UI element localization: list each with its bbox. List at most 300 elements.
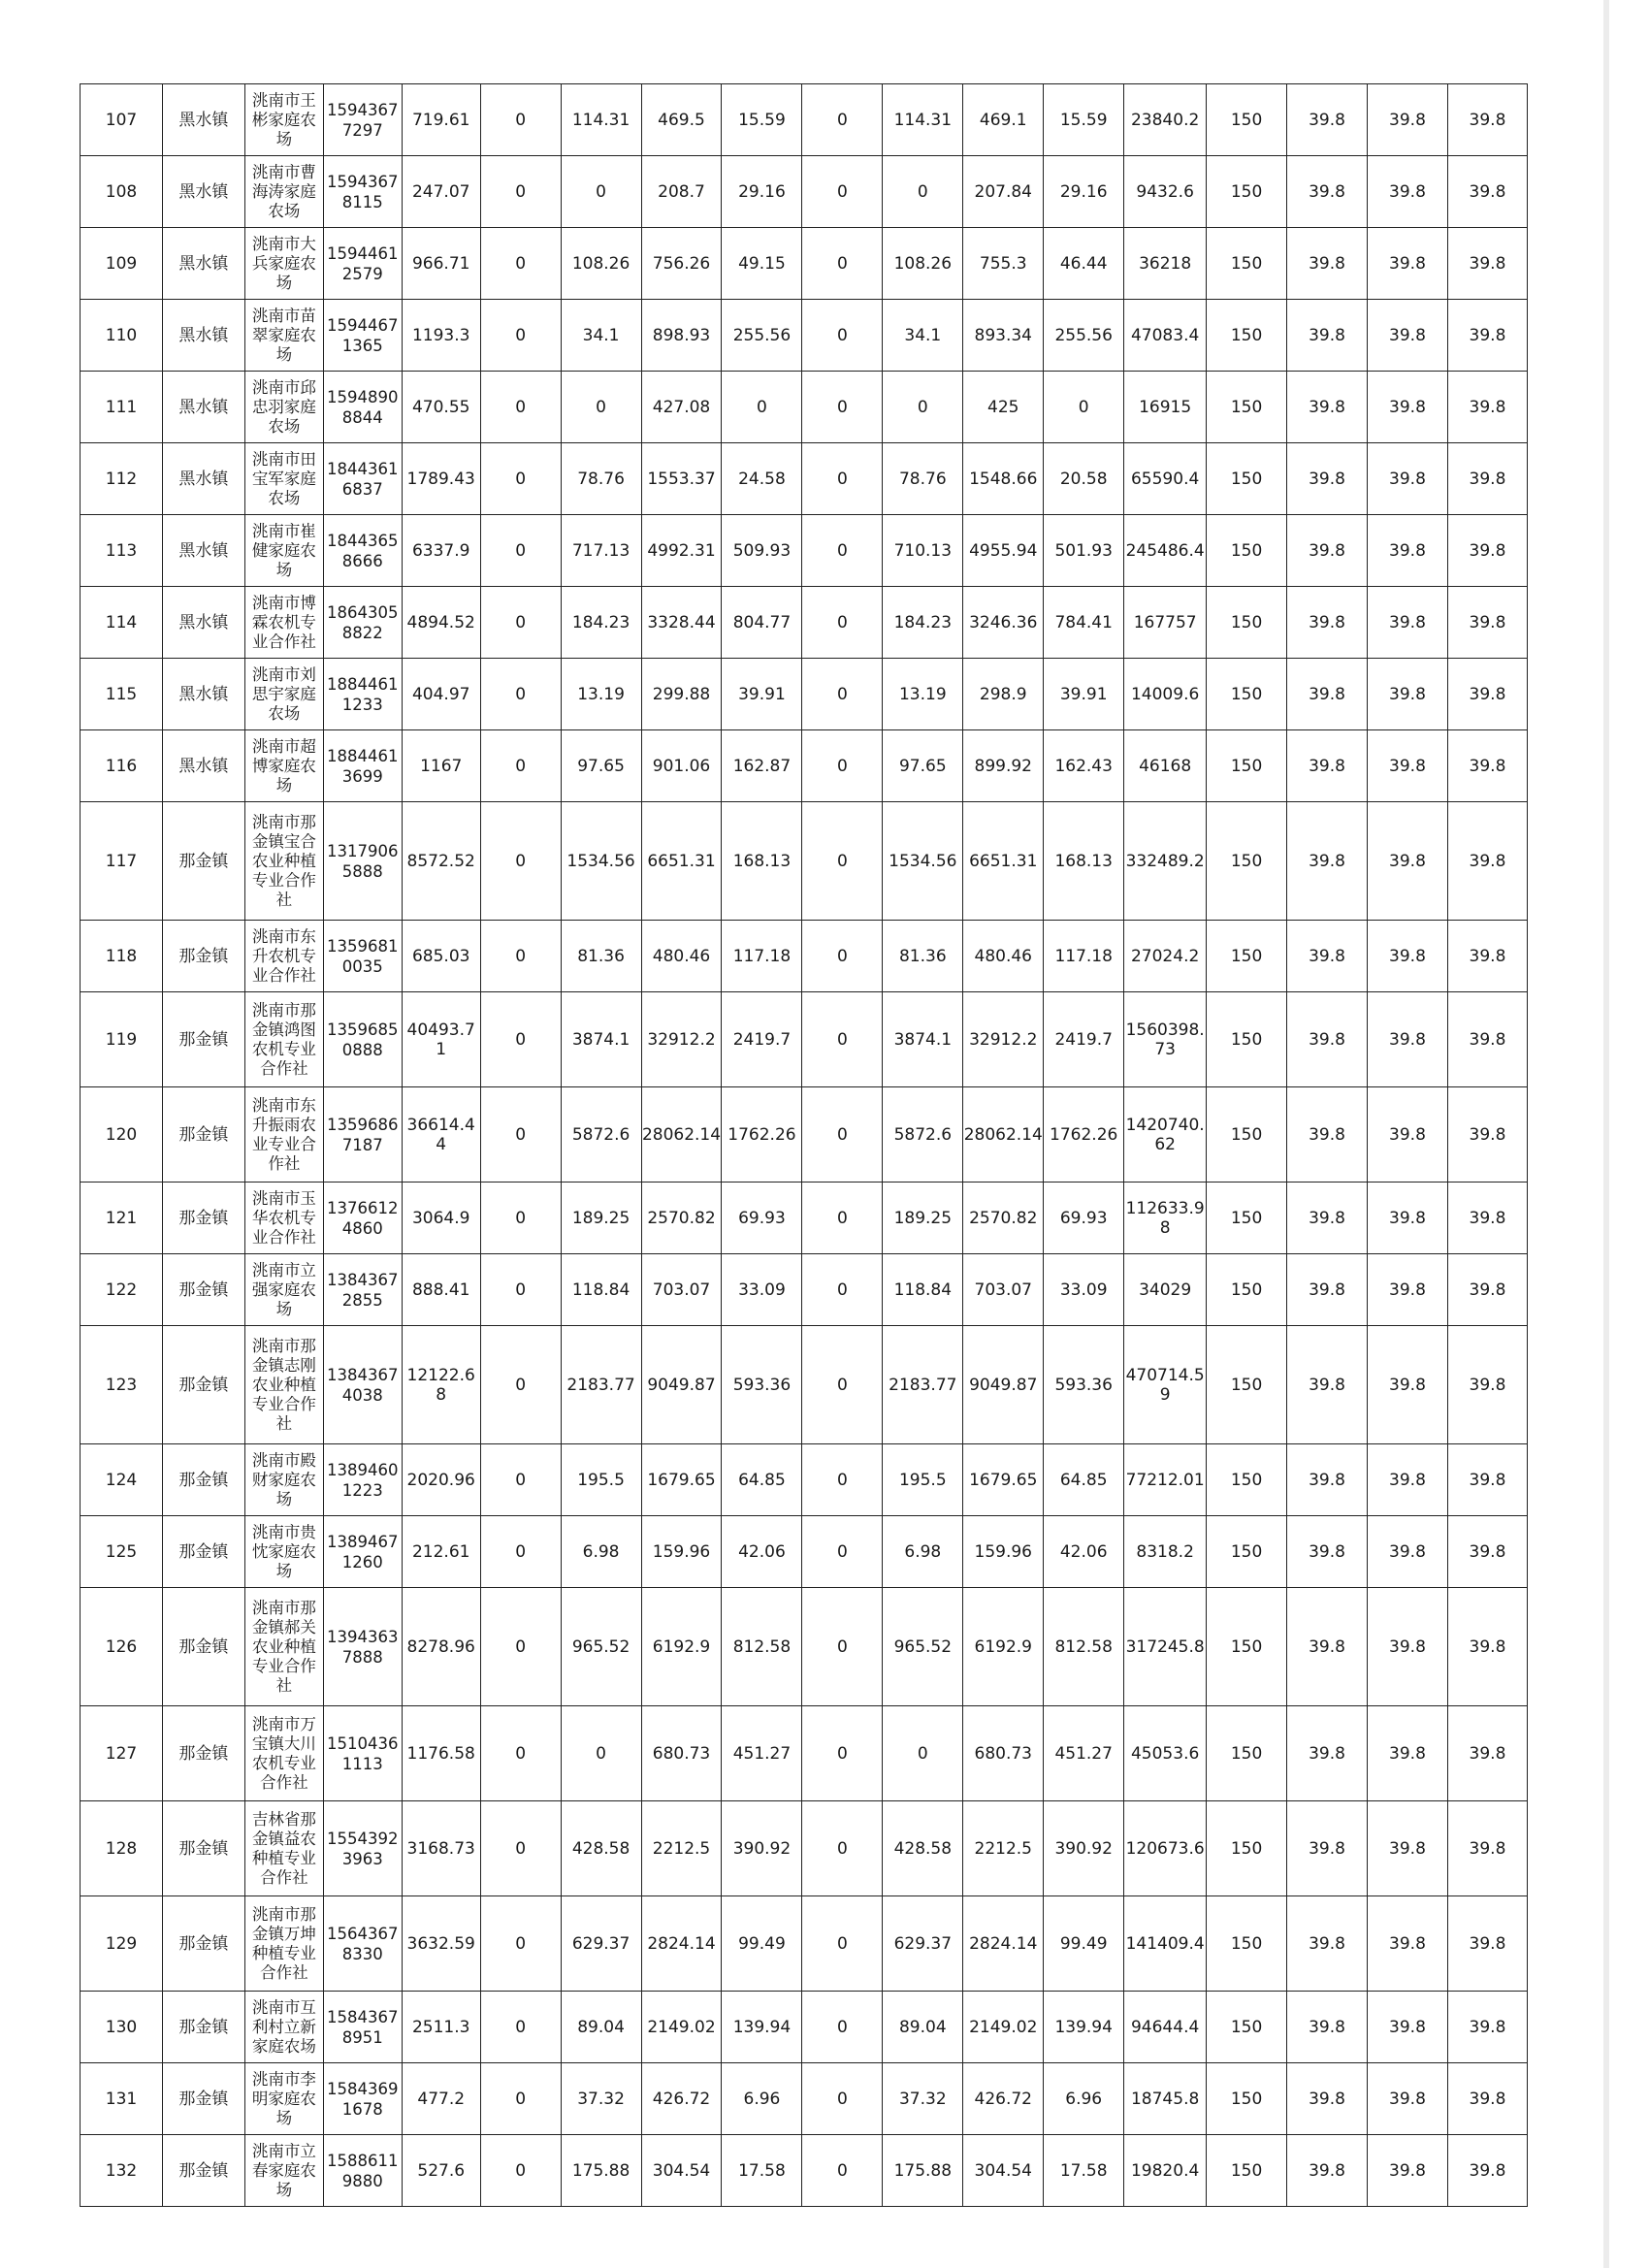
- value-cell-4: 9049.87: [641, 1326, 722, 1444]
- value-cell-13: 39.8: [1368, 515, 1448, 587]
- value-cell-6: 0: [802, 921, 883, 992]
- value-cell-3: 89.04: [561, 1992, 641, 2063]
- value-cell-13: 39.8: [1368, 1992, 1448, 2063]
- value-cell-11: 150: [1207, 372, 1287, 443]
- value-cell-10: 19820.4: [1124, 2135, 1207, 2207]
- organization-name-cell: 洮南市那金镇郝关农业种植专业合作社: [244, 1588, 323, 1706]
- value-cell-8: 426.72: [963, 2063, 1044, 2135]
- value-cell-5: 49.15: [722, 228, 802, 300]
- value-cell-12: 39.8: [1287, 1801, 1368, 1896]
- town-cell: 黑水镇: [162, 228, 244, 300]
- value-cell-5: 17.58: [722, 2135, 802, 2207]
- value-cell-5: 24.58: [722, 443, 802, 515]
- value-cell-1: 888.41: [402, 1254, 480, 1326]
- table-row: [81, 228, 1528, 300]
- value-cell-6: 0: [802, 443, 883, 515]
- value-cell-2: 0: [480, 730, 561, 802]
- table-row: [81, 1183, 1528, 1254]
- value-cell-9: 69.93: [1044, 1183, 1124, 1254]
- organization-name-cell: 洮南市玉华农机专业合作社: [244, 1183, 323, 1254]
- value-cell-10: 45053.6: [1124, 1706, 1207, 1801]
- value-cell-4: 901.06: [641, 730, 722, 802]
- value-cell-8: 207.84: [963, 156, 1044, 228]
- value-cell-6: 0: [802, 2063, 883, 2135]
- value-cell-2: 0: [480, 300, 561, 372]
- value-cell-9: 2419.7: [1044, 992, 1124, 1087]
- table-row: [81, 156, 1528, 228]
- value-cell-5: 42.06: [722, 1516, 802, 1588]
- value-cell-3: 81.36: [561, 921, 641, 992]
- value-cell-11: 150: [1207, 802, 1287, 921]
- value-cell-12: 39.8: [1287, 1326, 1368, 1444]
- value-cell-4: 28062.14: [641, 1087, 722, 1183]
- value-cell-5: 0: [722, 372, 802, 443]
- value-cell-12: 39.8: [1287, 1588, 1368, 1706]
- value-cell-9: 64.85: [1044, 1444, 1124, 1516]
- row-number-cell: 113: [81, 515, 163, 587]
- value-cell-11: 150: [1207, 730, 1287, 802]
- value-cell-7: 5872.6: [883, 1087, 963, 1183]
- value-cell-14: 39.8: [1447, 1254, 1527, 1326]
- value-cell-6: 0: [802, 1706, 883, 1801]
- value-cell-7: 81.36: [883, 921, 963, 992]
- value-cell-4: 4992.31: [641, 515, 722, 587]
- value-cell-14: 39.8: [1447, 1706, 1527, 1801]
- table-row: [81, 587, 1528, 659]
- town-cell: 黑水镇: [162, 300, 244, 372]
- value-cell-11: 150: [1207, 84, 1287, 156]
- value-cell-13: 39.8: [1368, 228, 1448, 300]
- value-cell-11: 150: [1207, 1801, 1287, 1896]
- value-cell-4: 304.54: [641, 2135, 722, 2207]
- value-cell-1: 477.2: [402, 2063, 480, 2135]
- value-cell-11: 150: [1207, 1588, 1287, 1706]
- value-cell-2: 0: [480, 443, 561, 515]
- value-cell-5: 162.87: [722, 730, 802, 802]
- value-cell-5: 139.94: [722, 1992, 802, 2063]
- town-cell: 黑水镇: [162, 587, 244, 659]
- value-cell-2: 0: [480, 84, 561, 156]
- value-cell-4: 299.88: [641, 659, 722, 730]
- value-cell-1: 404.97: [402, 659, 480, 730]
- value-cell-3: 34.1: [561, 300, 641, 372]
- value-cell-4: 6192.9: [641, 1588, 722, 1706]
- organization-name-cell: 洮南市万宝镇大川农机专业合作社: [244, 1706, 323, 1801]
- value-cell-5: 168.13: [722, 802, 802, 921]
- value-cell-7: 428.58: [883, 1801, 963, 1896]
- value-cell-2: 0: [480, 156, 561, 228]
- value-cell-13: 39.8: [1368, 1183, 1448, 1254]
- value-cell-11: 150: [1207, 1326, 1287, 1444]
- organization-name-cell: 洮南市苗翠家庭农场: [244, 300, 323, 372]
- value-cell-5: 117.18: [722, 921, 802, 992]
- value-cell-9: 33.09: [1044, 1254, 1124, 1326]
- value-cell-8: 899.92: [963, 730, 1044, 802]
- value-cell-9: 42.06: [1044, 1516, 1124, 1588]
- value-cell-3: 37.32: [561, 2063, 641, 2135]
- value-cell-4: 2570.82: [641, 1183, 722, 1254]
- value-cell-12: 39.8: [1287, 2063, 1368, 2135]
- phone-number-cell: 13894671260: [323, 1516, 402, 1588]
- value-cell-11: 150: [1207, 1516, 1287, 1588]
- value-cell-5: 2419.7: [722, 992, 802, 1087]
- value-cell-3: 184.23: [561, 587, 641, 659]
- value-cell-8: 32912.2: [963, 992, 1044, 1087]
- value-cell-3: 2183.77: [561, 1326, 641, 1444]
- value-cell-13: 39.8: [1368, 443, 1448, 515]
- organization-name-cell: 洮南市东升振雨农业专业合作社: [244, 1087, 323, 1183]
- value-cell-4: 1679.65: [641, 1444, 722, 1516]
- row-number-cell: 128: [81, 1801, 163, 1896]
- value-cell-5: 99.49: [722, 1896, 802, 1992]
- value-cell-3: 78.76: [561, 443, 641, 515]
- row-number-cell: 115: [81, 659, 163, 730]
- value-cell-9: 168.13: [1044, 802, 1124, 921]
- value-cell-1: 2511.3: [402, 1992, 480, 2063]
- value-cell-12: 39.8: [1287, 992, 1368, 1087]
- town-cell: 那金镇: [162, 1516, 244, 1588]
- value-cell-9: 501.93: [1044, 515, 1124, 587]
- table-row: [81, 515, 1528, 587]
- value-cell-8: 680.73: [963, 1706, 1044, 1801]
- value-cell-1: 12122.68: [402, 1326, 480, 1444]
- value-cell-9: 29.16: [1044, 156, 1124, 228]
- value-cell-9: 20.58: [1044, 443, 1124, 515]
- value-cell-13: 39.8: [1368, 1444, 1448, 1516]
- value-cell-14: 39.8: [1447, 2135, 1527, 2207]
- organization-name-cell: 洮南市大兵家庭农场: [244, 228, 323, 300]
- value-cell-7: 3874.1: [883, 992, 963, 1087]
- table-row: [81, 372, 1528, 443]
- phone-number-cell: 13943637888: [323, 1588, 402, 1706]
- value-cell-14: 39.8: [1447, 802, 1527, 921]
- value-cell-12: 39.8: [1287, 372, 1368, 443]
- table-row: [81, 730, 1528, 802]
- value-cell-10: 120673.6: [1124, 1801, 1207, 1896]
- row-number-cell: 129: [81, 1896, 163, 1992]
- value-cell-7: 97.65: [883, 730, 963, 802]
- row-number-cell: 109: [81, 228, 163, 300]
- organization-name-cell: 洮南市那金镇宝合农业种植专业合作社: [244, 802, 323, 921]
- table-row: [81, 2063, 1528, 2135]
- value-cell-3: 0: [561, 372, 641, 443]
- value-cell-11: 150: [1207, 1183, 1287, 1254]
- table-row: [81, 1516, 1528, 1588]
- value-cell-2: 0: [480, 992, 561, 1087]
- value-cell-1: 2020.96: [402, 1444, 480, 1516]
- value-cell-10: 94644.4: [1124, 1992, 1207, 2063]
- value-cell-6: 0: [802, 1183, 883, 1254]
- value-cell-11: 150: [1207, 300, 1287, 372]
- value-cell-11: 150: [1207, 156, 1287, 228]
- value-cell-6: 0: [802, 2135, 883, 2207]
- value-cell-1: 1176.58: [402, 1706, 480, 1801]
- value-cell-14: 39.8: [1447, 921, 1527, 992]
- town-cell: 黑水镇: [162, 84, 244, 156]
- value-cell-9: 6.96: [1044, 2063, 1124, 2135]
- value-cell-8: 425: [963, 372, 1044, 443]
- value-cell-2: 0: [480, 515, 561, 587]
- value-cell-2: 0: [480, 587, 561, 659]
- town-cell: 那金镇: [162, 1706, 244, 1801]
- row-number-cell: 108: [81, 156, 163, 228]
- value-cell-8: 9049.87: [963, 1326, 1044, 1444]
- value-cell-14: 39.8: [1447, 1516, 1527, 1588]
- value-cell-8: 2149.02: [963, 1992, 1044, 2063]
- value-cell-3: 175.88: [561, 2135, 641, 2207]
- table-row: [81, 443, 1528, 515]
- value-cell-6: 0: [802, 802, 883, 921]
- value-cell-14: 39.8: [1447, 1801, 1527, 1896]
- organization-name-cell: 洮南市曹海涛家庭农场: [244, 156, 323, 228]
- value-cell-4: 208.7: [641, 156, 722, 228]
- town-cell: 那金镇: [162, 1087, 244, 1183]
- value-cell-10: 18745.8: [1124, 2063, 1207, 2135]
- value-cell-2: 0: [480, 802, 561, 921]
- value-cell-2: 0: [480, 1254, 561, 1326]
- value-cell-13: 39.8: [1368, 2063, 1448, 2135]
- value-cell-12: 39.8: [1287, 802, 1368, 921]
- value-cell-9: 46.44: [1044, 228, 1124, 300]
- value-cell-7: 965.52: [883, 1588, 963, 1706]
- row-number-cell: 126: [81, 1588, 163, 1706]
- value-cell-13: 39.8: [1368, 1326, 1448, 1444]
- value-cell-14: 39.8: [1447, 156, 1527, 228]
- value-cell-6: 0: [802, 300, 883, 372]
- value-cell-3: 3874.1: [561, 992, 641, 1087]
- value-cell-6: 0: [802, 1992, 883, 2063]
- row-number-cell: 107: [81, 84, 163, 156]
- value-cell-8: 893.34: [963, 300, 1044, 372]
- value-cell-10: 46168: [1124, 730, 1207, 802]
- value-cell-11: 150: [1207, 1444, 1287, 1516]
- value-cell-5: 69.93: [722, 1183, 802, 1254]
- value-cell-1: 1167: [402, 730, 480, 802]
- table-row: [81, 1706, 1528, 1801]
- value-cell-11: 150: [1207, 2063, 1287, 2135]
- phone-number-cell: 13596867187: [323, 1087, 402, 1183]
- value-cell-3: 118.84: [561, 1254, 641, 1326]
- value-cell-11: 150: [1207, 992, 1287, 1087]
- table-row: [81, 1588, 1528, 1706]
- value-cell-14: 39.8: [1447, 2063, 1527, 2135]
- town-cell: 黑水镇: [162, 515, 244, 587]
- phone-number-cell: 13766124860: [323, 1183, 402, 1254]
- value-cell-10: 470714.59: [1124, 1326, 1207, 1444]
- row-number-cell: 130: [81, 1992, 163, 2063]
- value-cell-9: 0: [1044, 372, 1124, 443]
- value-cell-9: 139.94: [1044, 1992, 1124, 2063]
- value-cell-11: 150: [1207, 1896, 1287, 1992]
- value-cell-12: 39.8: [1287, 443, 1368, 515]
- table-row: [81, 300, 1528, 372]
- value-cell-4: 2824.14: [641, 1896, 722, 1992]
- value-cell-14: 39.8: [1447, 300, 1527, 372]
- value-cell-11: 150: [1207, 1706, 1287, 1801]
- organization-name-cell: 洮南市那金镇万坤种植专业合作社: [244, 1896, 323, 1992]
- value-cell-10: 16915: [1124, 372, 1207, 443]
- value-cell-11: 150: [1207, 1087, 1287, 1183]
- value-cell-10: 34029: [1124, 1254, 1207, 1326]
- value-cell-1: 719.61: [402, 84, 480, 156]
- phone-number-cell: 18643058822: [323, 587, 402, 659]
- value-cell-13: 39.8: [1368, 1516, 1448, 1588]
- value-cell-8: 298.9: [963, 659, 1044, 730]
- town-cell: 那金镇: [162, 1183, 244, 1254]
- value-cell-2: 0: [480, 372, 561, 443]
- phone-number-cell: 13179065888: [323, 802, 402, 921]
- town-cell: 那金镇: [162, 921, 244, 992]
- value-cell-4: 32912.2: [641, 992, 722, 1087]
- value-cell-7: 78.76: [883, 443, 963, 515]
- row-number-cell: 124: [81, 1444, 163, 1516]
- value-cell-2: 0: [480, 1896, 561, 1992]
- town-cell: 那金镇: [162, 2063, 244, 2135]
- value-cell-1: 470.55: [402, 372, 480, 443]
- value-cell-10: 245486.4: [1124, 515, 1207, 587]
- town-cell: 那金镇: [162, 1588, 244, 1706]
- value-cell-5: 593.36: [722, 1326, 802, 1444]
- row-number-cell: 131: [81, 2063, 163, 2135]
- value-cell-4: 480.46: [641, 921, 722, 992]
- value-cell-13: 39.8: [1368, 730, 1448, 802]
- value-cell-7: 195.5: [883, 1444, 963, 1516]
- value-cell-10: 9432.6: [1124, 156, 1207, 228]
- value-cell-7: 189.25: [883, 1183, 963, 1254]
- value-cell-9: 451.27: [1044, 1706, 1124, 1801]
- value-cell-9: 255.56: [1044, 300, 1124, 372]
- value-cell-13: 39.8: [1368, 156, 1448, 228]
- value-cell-6: 0: [802, 1588, 883, 1706]
- value-cell-10: 167757: [1124, 587, 1207, 659]
- phone-number-cell: 15843678951: [323, 1992, 402, 2063]
- value-cell-4: 1553.37: [641, 443, 722, 515]
- phone-number-cell: 18443616837: [323, 443, 402, 515]
- row-number-cell: 116: [81, 730, 163, 802]
- phone-number-cell: 15843691678: [323, 2063, 402, 2135]
- value-cell-5: 64.85: [722, 1444, 802, 1516]
- phone-number-cell: 15643678330: [323, 1896, 402, 1992]
- phone-number-cell: 18844611233: [323, 659, 402, 730]
- organization-name-cell: 洮南市李明家庭农场: [244, 2063, 323, 2135]
- value-cell-2: 0: [480, 1588, 561, 1706]
- organization-name-cell: 洮南市那金镇鸿图农机专业合作社: [244, 992, 323, 1087]
- value-cell-1: 685.03: [402, 921, 480, 992]
- subsidy-data-table: [80, 83, 1528, 2207]
- value-cell-7: 34.1: [883, 300, 963, 372]
- organization-name-cell: 洮南市东升农机专业合作社: [244, 921, 323, 992]
- organization-name-cell: 洮南市立春家庭农场: [244, 2135, 323, 2207]
- value-cell-7: 37.32: [883, 2063, 963, 2135]
- value-cell-9: 1762.26: [1044, 1087, 1124, 1183]
- value-cell-11: 150: [1207, 515, 1287, 587]
- value-cell-1: 966.71: [402, 228, 480, 300]
- town-cell: 黑水镇: [162, 372, 244, 443]
- value-cell-1: 3168.73: [402, 1801, 480, 1896]
- value-cell-6: 0: [802, 587, 883, 659]
- value-cell-14: 39.8: [1447, 1896, 1527, 1992]
- value-cell-10: 14009.6: [1124, 659, 1207, 730]
- value-cell-5: 509.93: [722, 515, 802, 587]
- organization-name-cell: 洮南市互利村立新家庭农场: [244, 1992, 323, 2063]
- value-cell-1: 247.07: [402, 156, 480, 228]
- value-cell-14: 39.8: [1447, 730, 1527, 802]
- row-number-cell: 122: [81, 1254, 163, 1326]
- value-cell-2: 0: [480, 1516, 561, 1588]
- value-cell-6: 0: [802, 372, 883, 443]
- value-cell-1: 1193.3: [402, 300, 480, 372]
- value-cell-9: 99.49: [1044, 1896, 1124, 1992]
- row-number-cell: 127: [81, 1706, 163, 1801]
- town-cell: 那金镇: [162, 1801, 244, 1896]
- value-cell-13: 39.8: [1368, 2135, 1448, 2207]
- organization-name-cell: 洮南市刘思宇家庭农场: [244, 659, 323, 730]
- value-cell-8: 703.07: [963, 1254, 1044, 1326]
- row-number-cell: 111: [81, 372, 163, 443]
- value-cell-8: 6651.31: [963, 802, 1044, 921]
- phone-number-cell: 15104361113: [323, 1706, 402, 1801]
- value-cell-8: 755.3: [963, 228, 1044, 300]
- value-cell-3: 5872.6: [561, 1087, 641, 1183]
- table-row: [81, 1801, 1528, 1896]
- value-cell-14: 39.8: [1447, 1444, 1527, 1516]
- value-cell-7: 118.84: [883, 1254, 963, 1326]
- value-cell-3: 0: [561, 1706, 641, 1801]
- value-cell-10: 36218: [1124, 228, 1207, 300]
- value-cell-1: 3632.59: [402, 1896, 480, 1992]
- value-cell-12: 39.8: [1287, 730, 1368, 802]
- value-cell-5: 390.92: [722, 1801, 802, 1896]
- value-cell-1: 40493.71: [402, 992, 480, 1087]
- value-cell-14: 39.8: [1447, 992, 1527, 1087]
- value-cell-11: 150: [1207, 1254, 1287, 1326]
- value-cell-7: 1534.56: [883, 802, 963, 921]
- value-cell-1: 8572.52: [402, 802, 480, 921]
- value-cell-13: 39.8: [1368, 921, 1448, 992]
- organization-name-cell: 洮南市殿财家庭农场: [244, 1444, 323, 1516]
- value-cell-8: 1679.65: [963, 1444, 1044, 1516]
- value-cell-13: 39.8: [1368, 372, 1448, 443]
- phone-number-cell: 15944671365: [323, 300, 402, 372]
- value-cell-8: 1548.66: [963, 443, 1044, 515]
- row-number-cell: 112: [81, 443, 163, 515]
- value-cell-5: 804.77: [722, 587, 802, 659]
- organization-name-cell: 洮南市邱忠羽家庭农场: [244, 372, 323, 443]
- value-cell-5: 29.16: [722, 156, 802, 228]
- value-cell-7: 6.98: [883, 1516, 963, 1588]
- value-cell-12: 39.8: [1287, 515, 1368, 587]
- value-cell-6: 0: [802, 1087, 883, 1183]
- value-cell-14: 39.8: [1447, 659, 1527, 730]
- row-number-cell: 114: [81, 587, 163, 659]
- table-row: [81, 802, 1528, 921]
- town-cell: 黑水镇: [162, 659, 244, 730]
- row-number-cell: 117: [81, 802, 163, 921]
- value-cell-5: 1762.26: [722, 1087, 802, 1183]
- value-cell-2: 0: [480, 1706, 561, 1801]
- value-cell-12: 39.8: [1287, 921, 1368, 992]
- value-cell-7: 114.31: [883, 84, 963, 156]
- value-cell-14: 39.8: [1447, 228, 1527, 300]
- value-cell-4: 2212.5: [641, 1801, 722, 1896]
- value-cell-10: 317245.8: [1124, 1588, 1207, 1706]
- value-cell-12: 39.8: [1287, 1444, 1368, 1516]
- phone-number-cell: 15943677297: [323, 84, 402, 156]
- phone-number-cell: 15543923963: [323, 1801, 402, 1896]
- value-cell-13: 39.8: [1368, 992, 1448, 1087]
- value-cell-3: 1534.56: [561, 802, 641, 921]
- row-number-cell: 119: [81, 992, 163, 1087]
